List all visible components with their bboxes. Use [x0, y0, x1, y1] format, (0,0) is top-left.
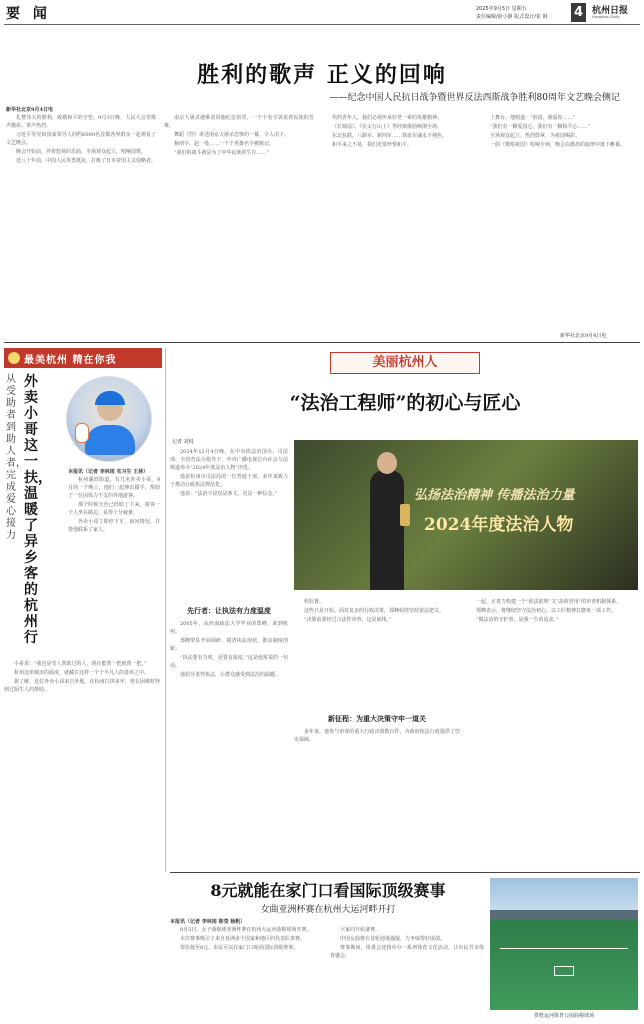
page-header — [0, 0, 644, 26]
left-feature-body-right: 杭州湖滨街道，有几名外卖小哥。9月的一个晚上，他们一起伸出援手，帮助了一位因体力不支的外地游客。 那个时候天色已经暗了下来，游客一个人坐在路边，显得十分疲惫。 外卖小哥立即停下车，询问情况，并帮他联系了家人。 — [68, 477, 160, 533]
left-feature — [4, 348, 162, 798]
stand-icon — [490, 910, 638, 920]
section-name: 要 闻 — [6, 6, 51, 22]
top-article-subtitle: ——纪念中国人民抗日战争暨世界反法西斯战争胜利80周年文艺晚会侧记 — [329, 93, 620, 103]
right-feature-col1: 2024年12月4日晚，在中央依法治国办、司法部、全国普法办指导下，中央广播电视总台社会与法频道举办“2024年度法治人物”评选。 他是杭州市司法局的一位普通干部，多年来致力于推动行政执法规范化。 他说：“法治不仅仅是条文，更是一种信念。” — [170, 449, 288, 497]
hockey-field-photo — [490, 878, 638, 1010]
bottom-article — [170, 876, 640, 1022]
top-article-title: 胜利的歌声 正义的回响 — [197, 62, 447, 88]
middle-divider — [170, 872, 640, 873]
date-line: 2025年9月5日 星期五 — [476, 6, 527, 12]
right-feature-col3b: 多年来，他参与审查的重大行政决策数百件，为政府依法行政提供了坚实保障。 — [294, 729, 460, 743]
left-feature-subtitle: 从受助者到助人者，完成爱心接力 — [6, 374, 26, 541]
person-figure-icon — [370, 470, 404, 590]
left-feature-body-full: 小哥说：“我也是受人帮助过的人，现在能帮一把就帮一把。” 杭州这座城市的温度，就藏在这样一个个平凡人的善举之中。 据了解，这位外卖小哥来自外地，在杭州打拼多年，曾在困难时得到过陌生人的帮助。 — [4, 661, 160, 693]
photo-banner: 弘扬法治精神 传播法治力量 — [414, 488, 575, 503]
column-divider — [165, 348, 166, 872]
banner-icon — [8, 352, 20, 364]
top-article-col3: 代的青年人，我们必须传承好老一辈的英雄精神。 《长城谣》、《在太行山上》等经典歌曲响彻全场。 东北抗联、八路军、新四军……铁血军魂永不褪色。 和平来之不易，我们更要珍惜和平。 — [332, 115, 448, 148]
right-feature-title: “法治工程师”的初心与匠心 — [289, 392, 521, 414]
right-feature-col4: 一起，正着力构建一个“依法依规”又“高效管用”的审查机制体系。 郑峰表示，将继续坚守法治初心，以工匠精神打磨每一项工作。 “做法治的守护者，是我一生的追求。” — [476, 599, 622, 623]
top-article-byline: 新华社北京9月4日电 — [6, 107, 53, 113]
right-feature-col3: 程监督。 这些只是开始。面对复杂的行政决策，郑峰始终坚持依法把关。 “决策前要经过合法性审查，这是底线。” — [304, 599, 445, 623]
award-photo — [294, 440, 638, 590]
right-feature — [170, 348, 640, 868]
right-feature-byline: 记者 刘悦 — [172, 439, 194, 445]
photo-caption: 拱墅运河体育公园曲棍球场 — [533, 1013, 594, 1019]
trophy-icon — [400, 504, 410, 526]
banner-strip — [4, 348, 162, 368]
person-head-icon — [377, 452, 397, 474]
mascot-icon — [75, 423, 89, 443]
column-tag: 美丽杭州人 — [372, 355, 438, 370]
goal-icon — [554, 966, 574, 976]
field-line-icon — [500, 948, 628, 949]
shirt-icon — [85, 425, 135, 455]
bottom-article-col2: 大家同开始备赛。 中国女曲将在首轮迎战强敌，力争取得好成绩。 赛事期间，组委会还将举办一系列体育文化活动，让市民共享体育盛会。 — [330, 927, 484, 959]
bottom-article-col1: 9月5日，女子曲棍球亚洲杯赛在杭州大运河曲棍球场开赛。 本次赛事吸引了来自亚洲多个国家和地区的代表队参赛。 票价低至8元，市民可以在家门口观看国际顶级赛事。 — [180, 927, 312, 951]
header-rule — [4, 24, 640, 25]
courier-portrait — [66, 376, 152, 462]
bottom-article-byline: 本报讯（记者 李林雨 陈莹 杨帆） — [170, 919, 246, 925]
top-divider — [4, 342, 640, 343]
page-number-box — [571, 3, 586, 22]
bottom-article-title: 8元就能在家门口看国际顶级赛事 — [210, 881, 446, 900]
top-article-col1: 礼赞伟大的胜利，致敬和平的守望。9月3日晚，人民大会堂歌声激昂、掌声热烈。 习近平等党和国家领导人同约6000名首都各界群众一起观看了文艺晚会。 晚会开始前，伴着悠扬的乐曲，全场观众起立，唱响国歌。 近八十年前，中国人民英勇抵抗，打败了日本帝国主义侵略者。 — [6, 115, 156, 164]
editor-line: 责任编辑/俞小静 版式设计/崔 钢 — [476, 14, 548, 20]
top-article-col2: 南京大屠杀遇难者同胞纪念馆里，一个个名字诉说着民族的苦难。 舞蹈《烈》讲述南京大屠杀悲惨的一幕，令人泪下。 杨靖宇、赵一曼……一个个英雄名字被铭记。 “我们的战斗就是为了中华民族的生存……” — [164, 115, 314, 156]
column-tag-box — [330, 352, 480, 374]
helmet-icon — [95, 391, 125, 405]
top-article — [0, 28, 644, 342]
bottom-article-subtitle: 女曲亚洲杯赛在杭州大运河畔开打 — [260, 905, 396, 915]
paper-name-en: Hangzhou Daily — [592, 15, 620, 19]
left-feature-byline: 本报讯（记者 李林雨 实习生 王林） — [68, 469, 149, 475]
page-number: 4 — [573, 5, 584, 20]
top-article-col4: 上舞台，他唱道：“祖国、我爱你……” “我们有一颗爱国心，我们有一颗和平心……” 全场观众起立，热烈鼓掌，为祖国喝彩。 一曲《歌唱祖国》唱响全场，晚会在激昂的旋律中落下帷幕。 — [490, 115, 626, 148]
section2-title: 新征程：为重大决策守牢一道关 — [328, 715, 426, 723]
banner-text: 最美杭州 精在你我 — [24, 355, 117, 366]
photo-year: 2024年度法治人物 — [424, 515, 574, 535]
top-article-end-note: 新华社北京9月4日电 — [560, 333, 607, 339]
right-feature-col2: 2005年，从西南政法大学毕业的郑峰，来到杭州。 郑峰带队开展调研，摸清执法现状，推动制度创新。 “执法要有力度，更要有温度。”这是他常说的一句话。 他倡导柔性执法，让群众感受到法治的温暖。 — [170, 621, 288, 678]
paper-name: 杭州日报 — [592, 6, 629, 16]
section1-title: 先行者：让执法有力度温度 — [187, 607, 271, 615]
left-feature-title: 外卖小哥这一扶，温暖了异乡客的杭州行 — [24, 374, 52, 646]
